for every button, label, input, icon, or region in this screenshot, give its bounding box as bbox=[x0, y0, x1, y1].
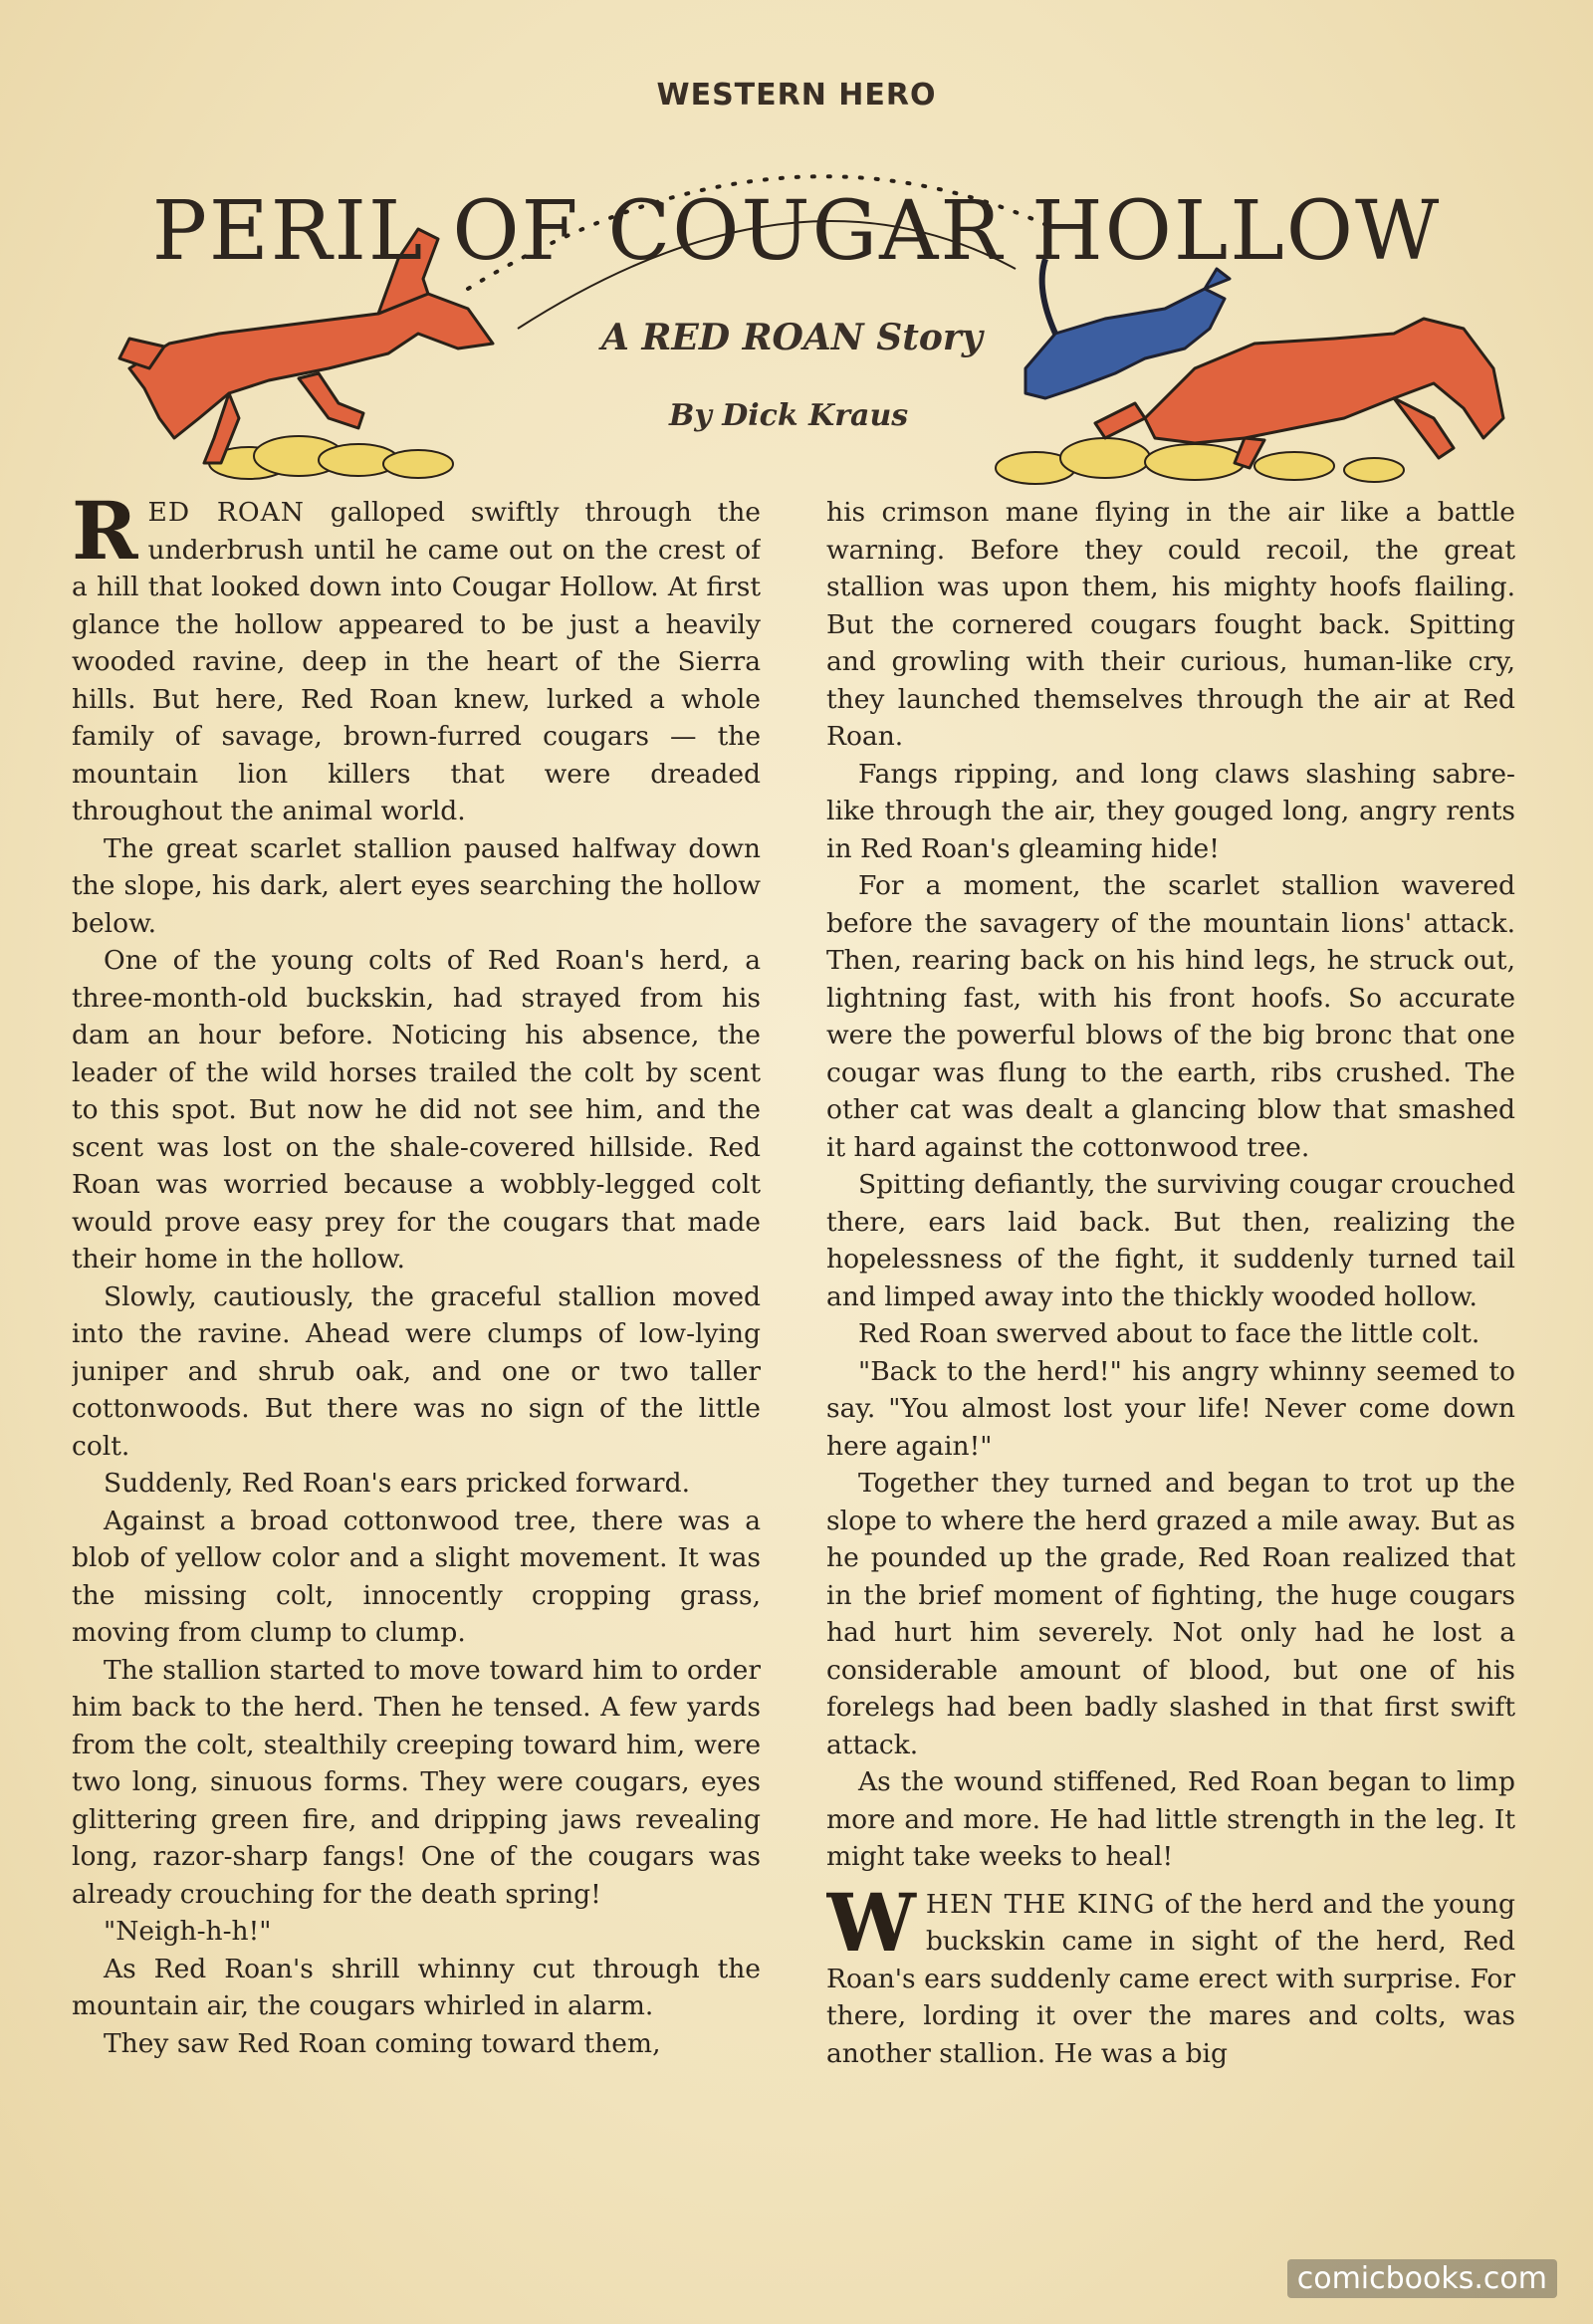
lead-in: HEN THE KING bbox=[925, 1888, 1156, 1920]
paragraph: Red Roan swerved about to face the little colt. bbox=[858, 1318, 1480, 1349]
paragraph: Slowly, cautiously, the graceful stallion moved into the ravine. Ahead were clumps of low-lying juniper and shrub oak, and one or two taller cottonwoods. But there was no sign of the little colt. bbox=[72, 1280, 761, 1462]
watermark: comicbooks.com bbox=[1287, 2259, 1557, 2298]
drop-cap: R bbox=[72, 494, 138, 578]
paragraph: "Back to the herd!" his angry whinny seemed to say. "You almost lost your life! Never come down here again!" bbox=[826, 1355, 1515, 1462]
paragraph: One of the young colts of Red Roan's herd, a three-month-old buckskin, had strayed from his dam an hour before. Noticing his absence, the leader of the wild horses trailed the colt by scent to this spot. But now he did not see him, and the scent was lost on the shale-covered hillside. Red Roan was worried because a wobbly-legged colt would prove easy prey for the cougars that made their home in the hollow. bbox=[72, 945, 761, 1275]
story-byline: By Dick Kraus bbox=[669, 398, 909, 433]
paragraph: Together they turned and began to trot up the slope to where the herd grazed a mile away. But as he pounded up the grade, Red Roan realized that in the brief moment of fighting, the huge cougars had hurt him severely. Not only had he lost a considerable amount of blood, but one of his forelegs had been badly slashed in that first swift attack. bbox=[826, 1468, 1515, 1760]
lead-in: ED ROAN bbox=[147, 497, 305, 528]
running-head: WESTERN HERO bbox=[656, 78, 937, 113]
paragraph: As the wound stiffened, Red Roan began to limp more and more. He had little strength in the leg. It might take weeks to heal! bbox=[826, 1766, 1515, 1872]
dust-cloud-right bbox=[996, 438, 1404, 484]
drop-cap: W bbox=[826, 1875, 916, 1970]
paragraph: Fangs ripping, and long claws slashing sabre-like through the air, they gouged long, angry rents in Red Roan's gleaming hide! bbox=[826, 758, 1515, 864]
paragraph: The stallion started to move toward him to order him back to the herd. Then he tensed. A few yards from the colt, stealthily creeping toward him, were two long, sinuous forms. They were cougars, eyes glittering green fire, and dripping jaws revealing long, razor-sharp fangs! One of the cougars was already crouching for the death spring! bbox=[72, 1654, 761, 1910]
paragraph: For a moment, the scarlet stallion wavered before the savagery of the mountain lions' attack. Then, rearing back on his hind legs, he struck out, lightning fast, with his front hoofs. So accurate were the powerful blows of the big bronc that one cougar was flung to the earth, ribs crushed. The other cat was dealt a glancing blow that smashed it hard against the cottonwood tree. bbox=[826, 870, 1515, 1163]
paragraph: They saw Red Roan coming toward them, bbox=[104, 2027, 661, 2059]
title-illustration bbox=[0, 119, 1593, 498]
paragraph: The great scarlet stallion paused halfway down the slope, his dark, alert eyes searching the hollow below. bbox=[72, 832, 761, 939]
paragraph: Against a broad cottonwood tree, there was a blob of yellow color and a slight movement. It was the missing colt, innocently cropping grass, moving from clump to clump. bbox=[72, 1505, 761, 1648]
story-title: PERIL OF COUGAR HOLLOW bbox=[151, 184, 1442, 279]
paragraph: As Red Roan's shrill whinny cut through the mountain air, the cougars whirled in alarm. bbox=[72, 1953, 761, 2021]
text-column-left bbox=[72, 494, 761, 2226]
paragraph: WHEN THE KING of the herd and the young buckskin came in sight of the herd, Red Roan's ears suddenly came erect with surprise. For there, lording it over the mares and colts, was another stallion. He was a big bbox=[826, 1875, 1515, 2069]
paragraph: RED ROAN galloped swiftly through the underbrush until he came out on the crest of a hill that looked down into Cougar Hollow. At first glance the hollow appeared to be just a heavily wooded ravine, deep in the heart of the Sierra hills. But here, Red Roan knew, lurked a whole family of savage, brown-furred cougars — the mountain lion killers that were dreaded throughout the animal world. bbox=[72, 494, 761, 826]
paragraph: "Neigh-h-h!" bbox=[104, 1916, 272, 1947]
paragraph: his crimson mane flying in the air like a battle warning. Before they could recoil, the great stallion was upon them, his mighty hoofs flailing. But the cornered cougars fought back. Spitting and growling with their curious, human-like cry, they launched themselves through the air at Red Roan. bbox=[826, 497, 1515, 752]
paragraph: Spitting defiantly, the surviving cougar crouched there, ears laid back. But then, realizing the hopelessness of the fight, it suddenly turned tail and limped away into the thickly wooded hollow. bbox=[826, 1169, 1515, 1312]
paragraph: Suddenly, Red Roan's ears pricked forward. bbox=[104, 1468, 690, 1499]
text-column-right bbox=[826, 494, 1515, 2226]
story-subtitle: A RED ROAN Story bbox=[601, 317, 983, 358]
dust-cloud-left bbox=[209, 436, 453, 479]
